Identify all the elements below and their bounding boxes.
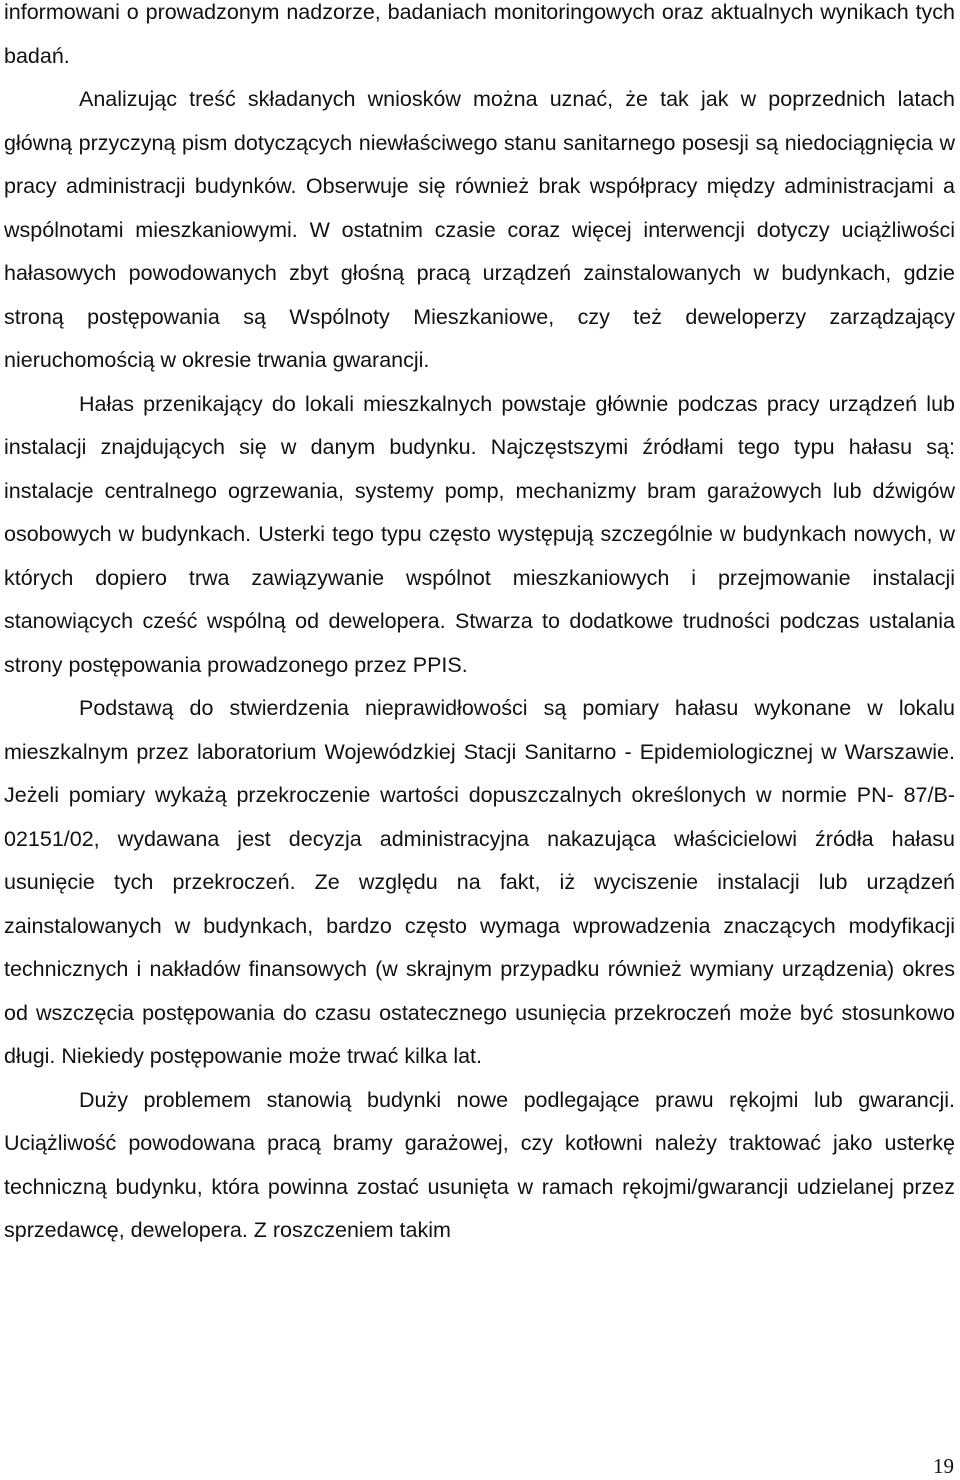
- paragraph-noise-measurements: Podstawą do stwierdzenia nieprawidłowości są pomiary hałasu wykonane w lokalu mieszkalnym przez laboratorium Wojewódzkiej Stacji Sanitarno - Epidemiologicznej w Warszawie. Jeżeli pomiary wykażą przekroczenie wartości dopuszczalnych określonych w normie PN- 87/B-02151/02, wydawana jest decyzja administracyjna nakazująca właścicielowi źródła hałasu usunięcie tych przekroczeń. Ze względu na fakt, iż wyciszenie instalacji lub urządzeń zainstalowanych w budynkach, bardzo często wymaga wprowadzenia znaczących modyfikacji technicznych i nakładów finansowych (w skrajnym przypadku również wymiany urządzenia) okres od wszczęcia postępowania do czasu ostatecznego usunięcia przekroczeń może być stosunkowo długi. Niekiedy postępowanie może trwać kilka lat.: [4, 696, 955, 1068]
- paragraph-continuation: informowani o prowadzonym nadzorze, badaniach monitoringowych oraz aktualnych wynikach tych badań.: [4, 0, 955, 68]
- document-page: [4, 0, 955, 1253]
- paragraph-complaints-analysis: Analizując treść składanych wniosków można uznać, że tak jak w poprzednich latach główną przyczyną pism dotyczących niewłaściwego stanu sanitarnego posesji są niedociągnięcia w pracy administracji budynków. Obserwuje się również brak współpracy między administracjami a wspólnotami mieszkaniowymi. W ostatnim czasie coraz więcej interwencji dotyczy uciążliwości hałasowych powodowanych zbyt głośną pracą urządzeń zainstalowanych w budynkach, gdzie stroną postępowania są Wspólnoty Mieszkaniowe, czy też deweloperzy zarządzający nieruchomością w okresie trwania gwarancji.: [4, 87, 955, 372]
- paragraph-noise-sources: Hałas przenikający do lokali mieszkalnych powstaje głównie podczas pracy urządzeń lub instalacji znajdujących się w danym budynku. Najczęstszymi źródłami tego typu hałasu są: instalacje centralnego ogrzewania, systemy pomp, mechanizmy bram garażowych lub dźwigów osobowych w budynkach. Usterki tego typu często występują szczególnie w budynkach nowych, w których dopiero trwa zawiązywanie wspólnot mieszkaniowych i przejmowanie instalacji stanowiących cześć wspólną od dewelopera. Stwarza to dodatkowe trudności podczas ustalania strony postępowania prowadzonego przez PPIS.: [4, 391, 955, 677]
- page-number: 19: [933, 1454, 954, 1478]
- paragraph-new-buildings: Duży problemem stanowią budynki nowe podlegające prawu rękojmi lub gwarancji. Uciążliwość powodowana pracą bramy garażowej, czy kotłowni należy traktować jako usterkę techniczną budynku, która powinna zostać usunięta w ramach rękojmi/gwarancji udzielanej przez sprzedawcę, dewelopera. Z roszczeniem takim: [4, 1087, 955, 1242]
